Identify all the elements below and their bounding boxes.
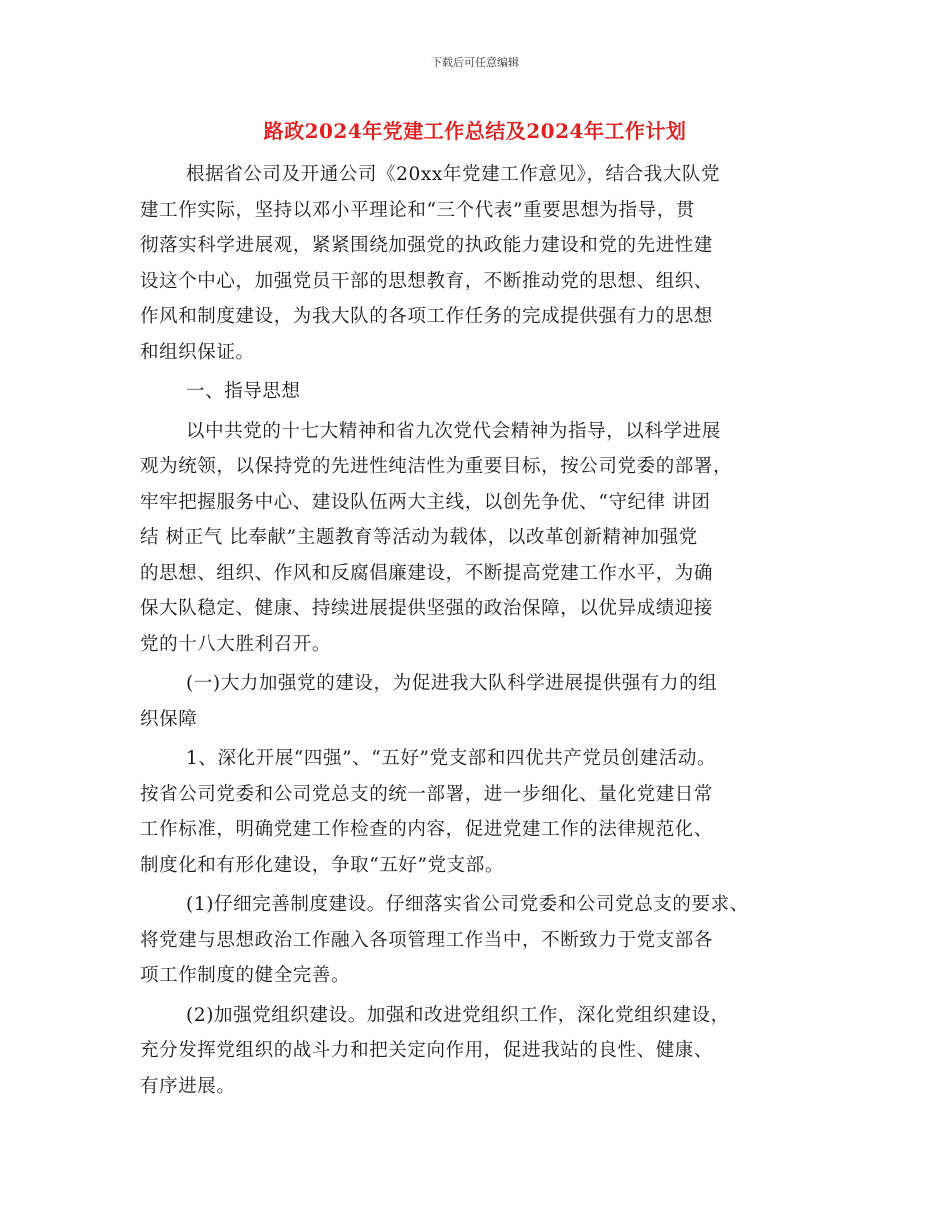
text-line: 党的十八大胜利召开。 xyxy=(140,633,332,655)
text-line: 制度化和有形化建设，争取“五好”党支部。 xyxy=(140,854,504,876)
document-title: 路政2024年党建工作总结及2024年工作计划 xyxy=(263,119,687,143)
section-heading-guiding-ideology xyxy=(140,374,830,410)
text-line: 作风和制度建设，为我大队的各项工作任务的完成提供强有力的思想 xyxy=(140,306,714,327)
section-heading: 一、指导思想 xyxy=(186,381,301,402)
paragraph-item-1-1 xyxy=(140,887,830,994)
text-line: 彻落实科学进展观，紧紧围绕加强党的执政能力建设和党的先进性建 xyxy=(140,235,714,256)
text-line: 和组织保证。 xyxy=(140,341,255,363)
text-line: 根据省公司及开通公司《20xx年党建工作意见》，结合我大队党 xyxy=(186,164,721,185)
text-line: 1、深化开展“四强”、“五好”党支部和四优共产党员创建活动。 xyxy=(186,748,717,769)
paragraph-intro xyxy=(140,157,830,370)
text-line: 充分发挥党组织的战斗力和把关定向作用，促进我站的良性、健康、 xyxy=(140,1040,714,1061)
text-line: 按省公司党委和公司党总支的统一部署，进一步细化、量化党建日常 xyxy=(140,783,714,805)
header-note: 下载后可任意编辑 xyxy=(431,56,519,69)
paragraph-subheading-1 xyxy=(140,666,830,737)
text-line: 设这个中心，加强党员干部的思想教育，不断推动党的思想、组织、 xyxy=(140,270,714,292)
text-line: (2)加强党组织建设。加强和改进党组织工作，深化党组织建设， xyxy=(186,1004,730,1026)
text-line: 以中共党的十七大精神和省九次党代会精神为指导，以科学进展 xyxy=(186,420,721,442)
text-line: 观为统领，以保持党的先进性纯洁性为重要目标，按公司党委的部署， xyxy=(140,456,733,477)
text-line: 牢牢把握服务中心、建设队伍两大主线，以创先争优、“守纪律 讲团 xyxy=(140,491,711,513)
text-line: 结 树正气 比奉献”主题教育等活动为载体，以改革创新精神加强党 xyxy=(140,527,698,548)
text-line: 的思想、组织、作风和反腐倡廉建设，不断提高党建工作水平，为确 xyxy=(140,562,714,584)
text-line: 保大队稳定、健康、持续进展提供坚强的政治保障，以优异成绩迎接 xyxy=(140,598,714,619)
text-line: 建工作实际，坚持以邓小平理论和“三个代表”重要思想为指导，贯 xyxy=(140,199,695,221)
text-line: 项工作制度的健全完善。 xyxy=(140,965,351,986)
document-body xyxy=(140,157,830,1104)
text-line: (1)仔细完善制度建设。仔细落实省公司党委和公司党总支的要求、 xyxy=(186,894,749,915)
text-line: 织保障 xyxy=(140,708,198,730)
text-line: 将党建与思想政治工作融入各项管理工作当中，不断致力于党支部各 xyxy=(140,929,714,951)
text-line: (一)大力加强党的建设，为促进我大队科学进展提供强有力的组 xyxy=(186,673,718,694)
text-line: 有序进展。 xyxy=(140,1075,236,1097)
paragraph-item-1 xyxy=(140,741,830,883)
paragraph-guiding-ideology xyxy=(140,414,830,663)
text-line: 工作标准，明确党建工作检查的内容，促进党建工作的法律规范化、 xyxy=(140,819,714,840)
paragraph-item-1-2 xyxy=(140,998,830,1105)
